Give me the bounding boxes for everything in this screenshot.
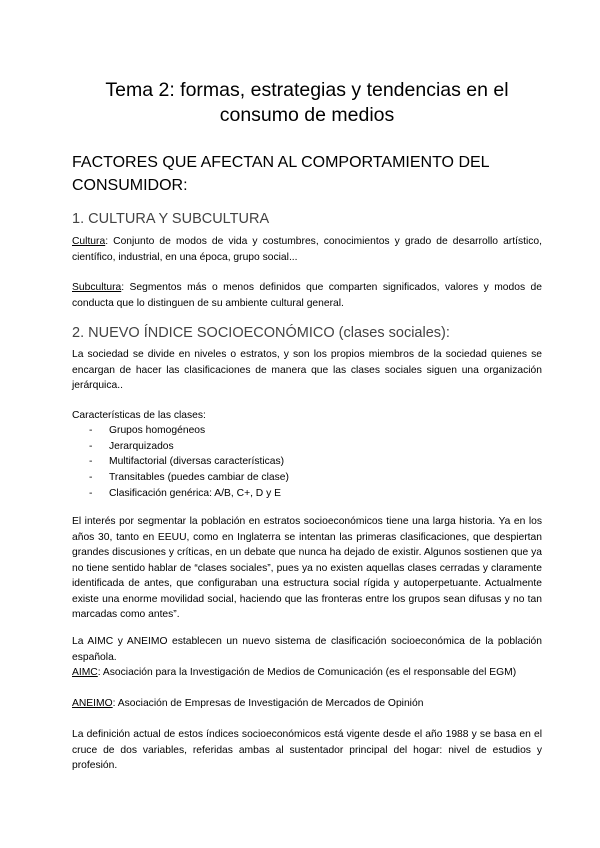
list-dash: - bbox=[89, 440, 93, 452]
title-line-1: Tema 2: formas, estrategias y tendencias en el bbox=[105, 79, 509, 101]
list-item: - Jerarquizados bbox=[72, 439, 542, 455]
definicion-paragraph: La definición actual de estos índices socioeconómicos está vigente desde el año 1988 y se basa en el cruce de dos variables, referidas ambas al sustentador principal del hogar: nivel de estudios y profesión. bbox=[72, 729, 542, 771]
main-heading bbox=[72, 151, 542, 197]
section-2-heading-extra: (clases sociales): bbox=[334, 325, 450, 341]
caracteristicas-label: Características de las clases: bbox=[72, 410, 206, 421]
aimc-term: AIMC bbox=[72, 667, 98, 678]
aneimo-definition bbox=[72, 696, 542, 712]
aimc-definition bbox=[72, 665, 542, 681]
aimc-intro-paragraph: La AIMC y ANEIMO establecen un nuevo sistema de clasificación socioeconómica de la población española. bbox=[72, 636, 542, 663]
section-1-heading: 1. CULTURA Y SUBCULTURA bbox=[72, 211, 270, 227]
list-item: - Transitables (puedes cambiar de clase) bbox=[72, 470, 542, 486]
page-title bbox=[72, 78, 542, 128]
aimc-text: : Asociación para la Investigación de Medios de Comunicación (es el responsable del EGM) bbox=[97, 667, 517, 678]
sociedad-paragraph: La sociedad se divide en niveles o estratos, y son los propios miembros de la sociedad quienes se encargan de hacer las clasificaciones de manera que las clases sociales siguen una organización jerárquica.. bbox=[72, 349, 542, 391]
list-dash: - bbox=[89, 425, 93, 436]
main-heading-line-2: CONSUMIDOR: bbox=[72, 177, 188, 194]
section-2-heading-main: 2. NUEVO ÍNDICE SOCIOECONÓMICO bbox=[72, 325, 335, 341]
subcultura-paragraph bbox=[72, 280, 542, 311]
aneimo-term: ANEIMO bbox=[72, 698, 113, 709]
cultura-term: Cultura bbox=[72, 236, 106, 247]
title-line-2: consumo de medios bbox=[219, 104, 395, 126]
list-dash: - bbox=[89, 487, 93, 499]
cultura-paragraph bbox=[72, 234, 542, 265]
subcultura-term: Subcultura bbox=[72, 282, 122, 293]
caracteristicas-list bbox=[72, 423, 542, 502]
aneimo-text: : Asociación de Empresas de Investigación de Mercados de Opinión bbox=[112, 698, 424, 709]
list-item: - Clasificación genérica: A/B, C+, D y E bbox=[72, 486, 542, 502]
list-dash: - bbox=[89, 456, 93, 468]
list-item: - Multifactorial (diversas características) bbox=[72, 454, 542, 470]
section-2-heading bbox=[72, 324, 450, 342]
cultura-definition: : Conjunto de modos de vida y costumbres, conocimientos y grado de desarrollo artístico, científico, industrial, en una época, grupo social... bbox=[72, 236, 542, 263]
historia-paragraph: El interés por segmentar la población en estratos socioeconómicos tiene una larga historia. Ya en los años 30, tanto en EEUU, como en Inglaterra se intentan las primeras clasificaciones, que despiertan grandes discusiones y críticas, en un debate que nunca ha dejado de existir. Algunos sostienen que ya no tiene sentido hablar de “clases sociales”, pues ya no existen aquellas clases cerradas y claramente identificada de antes, que configuraban una estructura social rígida y autoperpetuante. Actualmente existe una enorme movilidad social, haciendo que las fronteras entre los grupos sean difusas y no tan marcadas como antes”. bbox=[72, 516, 542, 620]
main-heading-line-1: FACTORES QUE AFECTAN AL COMPORTAMIENTO DEL bbox=[72, 154, 490, 171]
list-item: - Grupos homogéneos bbox=[72, 423, 542, 439]
subcultura-definition: : Segmentos más o menos definidos que comparten significados, valores y modos de conducta que lo distinguen de su ambiente cultural general. bbox=[72, 282, 542, 309]
list-dash: - bbox=[89, 472, 93, 484]
